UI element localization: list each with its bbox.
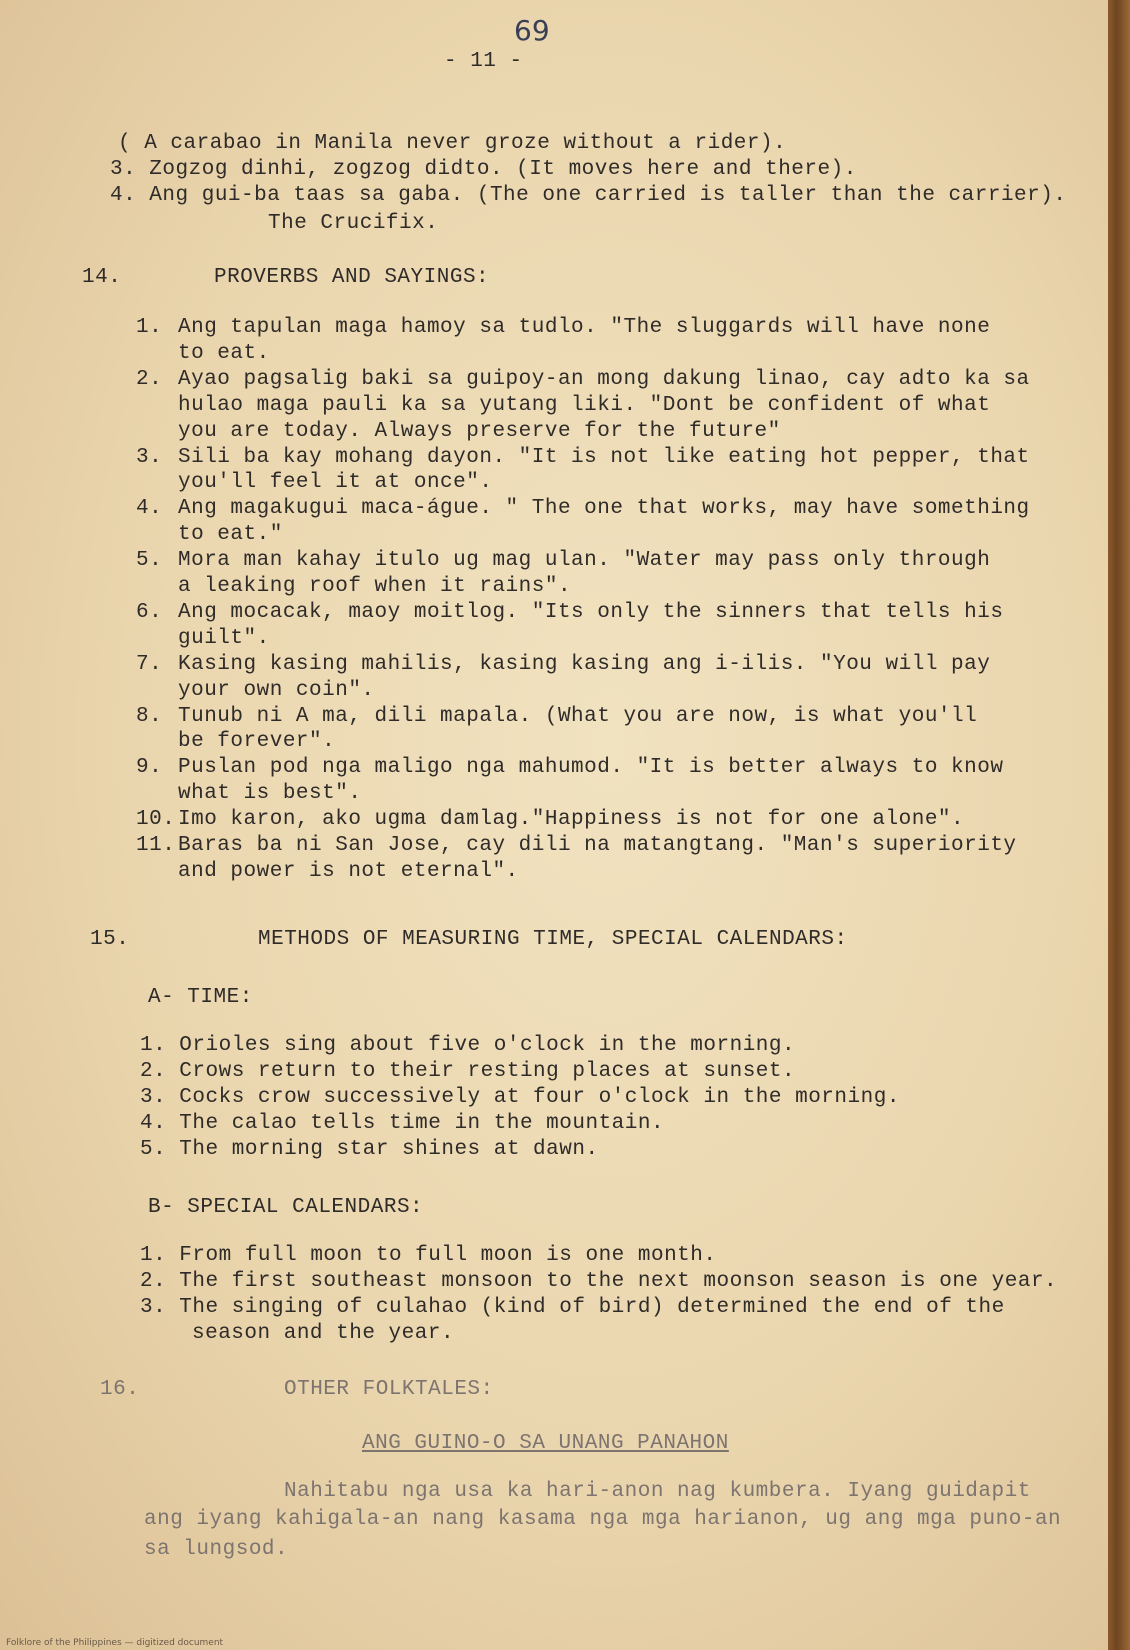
- time-item: 3. Cocks crow successively at four o'clock in the morning.: [140, 1086, 900, 1109]
- proverb-number: 3.: [136, 445, 163, 469]
- calendar-item: 1. From full moon to full moon is one month.: [140, 1244, 717, 1267]
- proverb-line-continued: [136, 679, 375, 702]
- section-15-heading: METHODS OF MEASURING TIME, SPECIAL CALENDARS:: [258, 928, 848, 951]
- proverb-line: [136, 316, 990, 339]
- proverb-line: [136, 705, 977, 728]
- proverb-text: guilt".: [178, 626, 270, 650]
- proverb-line-continued: [136, 420, 781, 443]
- proverb-text: your own coin".: [178, 678, 375, 702]
- proverb-number: 2.: [136, 367, 163, 391]
- proverb-line-continued: [136, 394, 990, 417]
- proverb-number: 10.: [136, 808, 176, 832]
- proverb-text: to eat.": [178, 523, 283, 547]
- proverb-line: [136, 549, 990, 572]
- proverb-text: what is best".: [178, 782, 362, 806]
- book-binding-edge: [1108, 0, 1130, 1650]
- typed-page-number: - 11 -: [444, 50, 523, 73]
- proverb-line: [136, 653, 990, 676]
- proverb-number: 5.: [136, 549, 163, 573]
- calendar-subheading: B- SPECIAL CALENDARS:: [148, 1196, 424, 1219]
- proverb-text: Sili ba kay mohang dayon. "It is not like eating hot pepper, that: [178, 445, 1030, 469]
- proverb-text: Ang tapulan maga hamoy sa tudlo. "The sluggards will have none: [178, 316, 991, 339]
- proverb-line: [136, 446, 1030, 469]
- proverb-line-continued: [136, 471, 492, 494]
- story-paragraph-line: Nahitabu nga usa ka hari-anon nag kumbera. Iyang guidapit: [284, 1480, 1031, 1503]
- proverb-line-continued: [136, 627, 270, 650]
- proverb-line-continued: [136, 523, 283, 546]
- proverb-number: 8.: [136, 704, 163, 728]
- section-14-number: 14.: [82, 266, 122, 289]
- proverb-line-continued: [136, 730, 335, 753]
- story-paragraph-line: ang iyang kahigala-an nang kasama nga mga harianon, ug ang mga puno-an: [144, 1508, 1062, 1531]
- proverb-text: Mora man kahay itulo ug mag ulan. "Water may pass only through: [178, 549, 991, 573]
- proverb-text: to eat.: [178, 341, 270, 365]
- proverb-text: you'll feel it at once".: [178, 471, 493, 495]
- riddle-answer: The Crucifix.: [268, 212, 439, 235]
- story-paragraph-line: sa lungsod.: [144, 1538, 289, 1561]
- proverb-text: Ang magakugui maca-águe. " The one that works, may have something: [178, 497, 1030, 521]
- proverb-line: [136, 756, 1003, 779]
- proverb-text: Baras ba ni San Jose, cay dili na matangtang. "Man's superiority: [178, 834, 1017, 857]
- proverb-number: 9.: [136, 756, 163, 780]
- time-item: 2. Crows return to their resting places at sunset.: [140, 1060, 796, 1083]
- riddle-item-3: 3. Zogzog dinhi, zogzog didto. (It moves here and there).: [110, 158, 857, 181]
- calendar-item: 3. The singing of culahao (kind of bird) determined the end of the: [140, 1296, 1005, 1319]
- proverb-text: be forever".: [178, 730, 336, 754]
- calendar-item: 2. The first southeast monsoon to the next moonson season is one year.: [140, 1270, 1058, 1293]
- proverb-text: Kasing kasing mahilis, kasing kasing ang i-ilis. "You will pay: [178, 652, 991, 676]
- proverb-text: Ayao pagsalig baki sa guipoy-an mong dakung linao, cay adto ka sa: [178, 367, 1030, 391]
- time-item: 5. The morning star shines at dawn.: [140, 1138, 599, 1161]
- proverb-line: [136, 497, 1030, 520]
- section-15-number: 15.: [90, 928, 130, 951]
- riddle-item-4: 4. Ang gui-ba taas sa gaba. (The one carried is taller than the carrier).: [110, 184, 1067, 207]
- time-item: 1. Orioles sing about five o'clock in the morning.: [140, 1034, 796, 1057]
- time-subheading: A- TIME:: [148, 986, 253, 1009]
- calendar-item-continued: season and the year.: [192, 1322, 455, 1345]
- proverb-line: [136, 808, 964, 831]
- proverb-number: 6.: [136, 600, 163, 624]
- proverb-line: [136, 601, 1003, 624]
- scan-footer: Folklore of the Philippines — digitized document: [6, 1638, 224, 1648]
- proverb-text: Ang mocacak, maoy moitlog. "Its only the sinners that tells his: [178, 600, 1004, 624]
- section-16-number: 16.: [100, 1378, 140, 1401]
- proverb-text: and power is not eternal".: [178, 859, 519, 883]
- section-16-heading: OTHER FOLKTALES:: [284, 1378, 494, 1401]
- proverb-number: 1.: [136, 316, 163, 339]
- proverb-line-continued: [136, 860, 519, 883]
- proverb-line-continued: [136, 782, 361, 805]
- story-title: ANG GUINO-O SA UNANG PANAHON: [362, 1432, 729, 1455]
- proverb-number: 11.: [136, 834, 176, 857]
- proverb-number: 7.: [136, 652, 163, 676]
- handwritten-page-number: 69: [514, 14, 550, 47]
- time-item: 4. The calao tells time in the mountain.: [140, 1112, 665, 1135]
- proverb-line-continued: [136, 342, 270, 365]
- proverb-line: [136, 368, 1030, 391]
- proverb-text: hulao maga pauli ka sa yutang liki. "Dont be confident of what: [178, 393, 991, 417]
- proverb-number: 4.: [136, 497, 163, 521]
- proverb-line-continued: [136, 575, 571, 598]
- proverb-text: Imo karon, ako ugma damlag."Happiness is not for one alone".: [178, 808, 965, 832]
- section-14-heading: PROVERBS AND SAYINGS:: [214, 266, 490, 289]
- proverb-text: a leaking roof when it rains".: [178, 575, 572, 598]
- proverb-line: [136, 834, 1017, 857]
- proverb-text: you are today. Always preserve for the future": [178, 419, 781, 443]
- riddle-line: ( A carabao in Manila never groze without a rider).: [118, 132, 787, 155]
- proverb-text: Tunub ni A ma, dili mapala. (What you are now, is what you'll: [178, 704, 978, 728]
- proverb-text: Puslan pod nga maligo nga mahumod. "It is better always to know: [178, 756, 1004, 780]
